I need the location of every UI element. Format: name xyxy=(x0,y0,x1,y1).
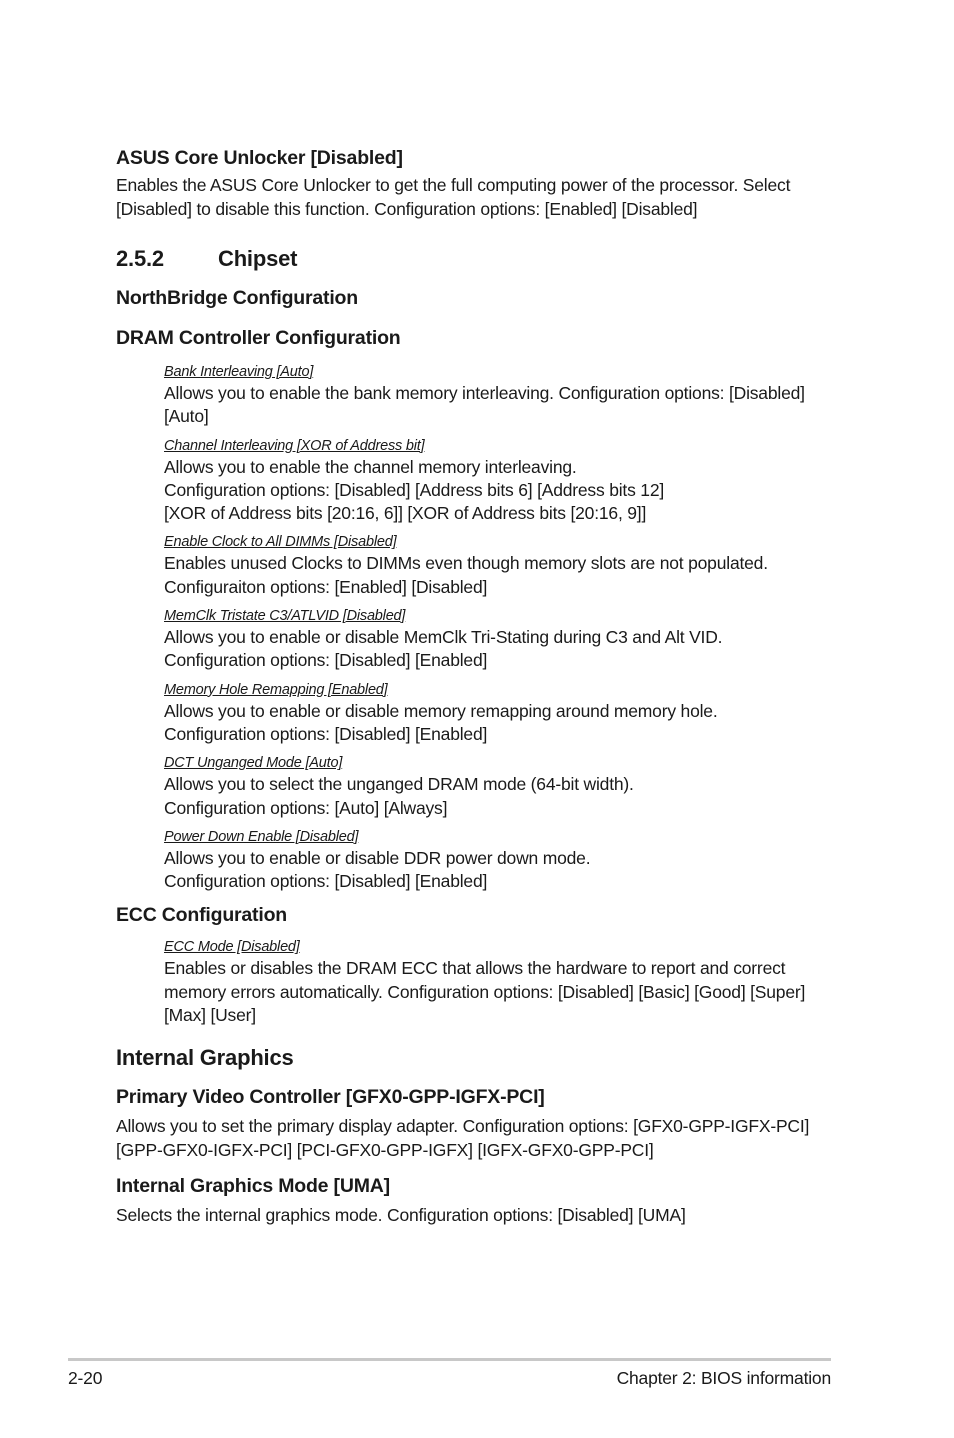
dram-item-label: Power Down Enable [Disabled] xyxy=(164,828,359,845)
ecc-item xyxy=(164,937,831,1027)
primary-video-heading: Primary Video Controller [GFX0-GPP-IGFX-PCI] xyxy=(116,1086,545,1109)
ecc-heading: ECC Configuration xyxy=(116,904,287,927)
dram-item-label: Enable Clock to All DIMMs [Disabled] xyxy=(164,534,397,551)
dram-item-line: [Auto] xyxy=(164,406,209,427)
dram-items xyxy=(164,362,831,893)
dram-item-line: Enables unused Clocks to DIMMs even though memory slots are not populated. xyxy=(164,553,768,574)
dram-item-label: Bank Interleaving [Auto] xyxy=(164,364,314,380)
dram-item-line: Configuration options: [Disabled] [Enabled] xyxy=(164,650,488,671)
dram-item-line: Configuration options: [Auto] [Always] xyxy=(164,797,448,818)
core-unlocker-heading: ASUS Core Unlocker [Disabled] xyxy=(116,147,403,169)
ecc-item-label: ECC Mode [Disabled] xyxy=(164,939,300,956)
ecc-item-line: [Max] [User] xyxy=(164,1005,256,1026)
dram-heading: DRAM Controller Configuration xyxy=(116,327,401,349)
dram-item xyxy=(164,532,831,599)
ecc-items xyxy=(164,937,831,1027)
dram-item-label: Memory Hole Remapping [Enabled] xyxy=(164,681,388,698)
dram-item-line: [XOR of Address bits [20:16, 6]] [XOR of Address bits [20:16, 9]] xyxy=(164,503,647,524)
ecc-item-line: Enables or disables the DRAM ECC that allows the hardware to report and correct xyxy=(164,958,786,979)
dram-item xyxy=(164,827,831,894)
ecc-item-line: memory errors automatically. Configuration options: [Disabled] [Basic] [Good] [Super] xyxy=(164,981,806,1002)
chipset-section-title xyxy=(116,244,831,274)
dram-item-line: Allows you to enable or disable MemClk Tri-Stating during C3 and Alt VID. xyxy=(164,627,723,648)
graphics-mode-text: Selects the internal graphics mode. Configuration options: [Disabled] [UMA] xyxy=(116,1205,686,1226)
dram-item-line: Configuraiton options: [Enabled] [Disabled] xyxy=(164,576,488,597)
dram-item xyxy=(164,606,831,673)
dram-item-line: Allows you to enable the bank memory interleaving. Configuration options: [Disabled] xyxy=(164,383,805,403)
page-content xyxy=(116,144,831,1228)
footer-chapter: Chapter 2: BIOS information xyxy=(616,1368,831,1388)
page-footer xyxy=(68,1367,831,1389)
northbridge-heading: NorthBridge Configuration xyxy=(116,287,358,309)
dram-item-line: Configuration options: [Disabled] [Enabled] xyxy=(164,723,488,744)
footer-divider xyxy=(68,1358,831,1361)
dram-item xyxy=(164,753,831,820)
primary-video-line: [GPP-GFX0-IGFX-PCI] [PCI-GFX0-GPP-IGFX] [IGFX-GFX0-GPP-PCI] xyxy=(116,1139,654,1160)
dram-item-line: Allows you to enable or disable DDR power down mode. xyxy=(164,847,591,868)
chipset-section-label: Chipset xyxy=(218,246,298,271)
graphics-mode-heading: Internal Graphics Mode [UMA] xyxy=(116,1175,390,1198)
dram-item xyxy=(164,436,831,526)
dram-item-label: DCT Unganged Mode [Auto] xyxy=(164,755,343,772)
dram-item-line: Allows you to select the unganged DRAM mode (64-bit width). xyxy=(164,774,634,795)
chipset-section-number: 2.5.2 xyxy=(116,246,164,271)
footer-page-number: 2-20 xyxy=(68,1368,103,1388)
dram-item xyxy=(164,680,831,747)
dram-item-line: Allows you to enable the channel memory interleaving. xyxy=(164,456,577,477)
core-unlocker-text: Enables the ASUS Core Unlocker to get the full computing power of the processor. Select [Disabled] to disable this function. Configuration options: [Enabled] [Disabled] xyxy=(116,175,791,219)
dram-item-line: Configuration options: [Disabled] [Enabled] xyxy=(164,871,488,892)
internal-graphics-title: Internal Graphics xyxy=(116,1045,294,1071)
dram-item-label: Channel Interleaving [XOR of Address bit] xyxy=(164,437,425,454)
dram-item-line: Allows you to enable or disable memory remapping around memory hole. xyxy=(164,700,718,721)
dram-item-label: MemClk Tristate C3/ATLVID [Disabled] xyxy=(164,608,406,625)
dram-item-line: Configuration options: [Disabled] [Address bits 6] [Address bits 12] xyxy=(164,479,665,500)
primary-video-line: Allows you to set the primary display adapter. Configuration options: [GFX0-GPP-IGFX-PCI] xyxy=(116,1116,810,1137)
dram-item xyxy=(164,362,831,429)
